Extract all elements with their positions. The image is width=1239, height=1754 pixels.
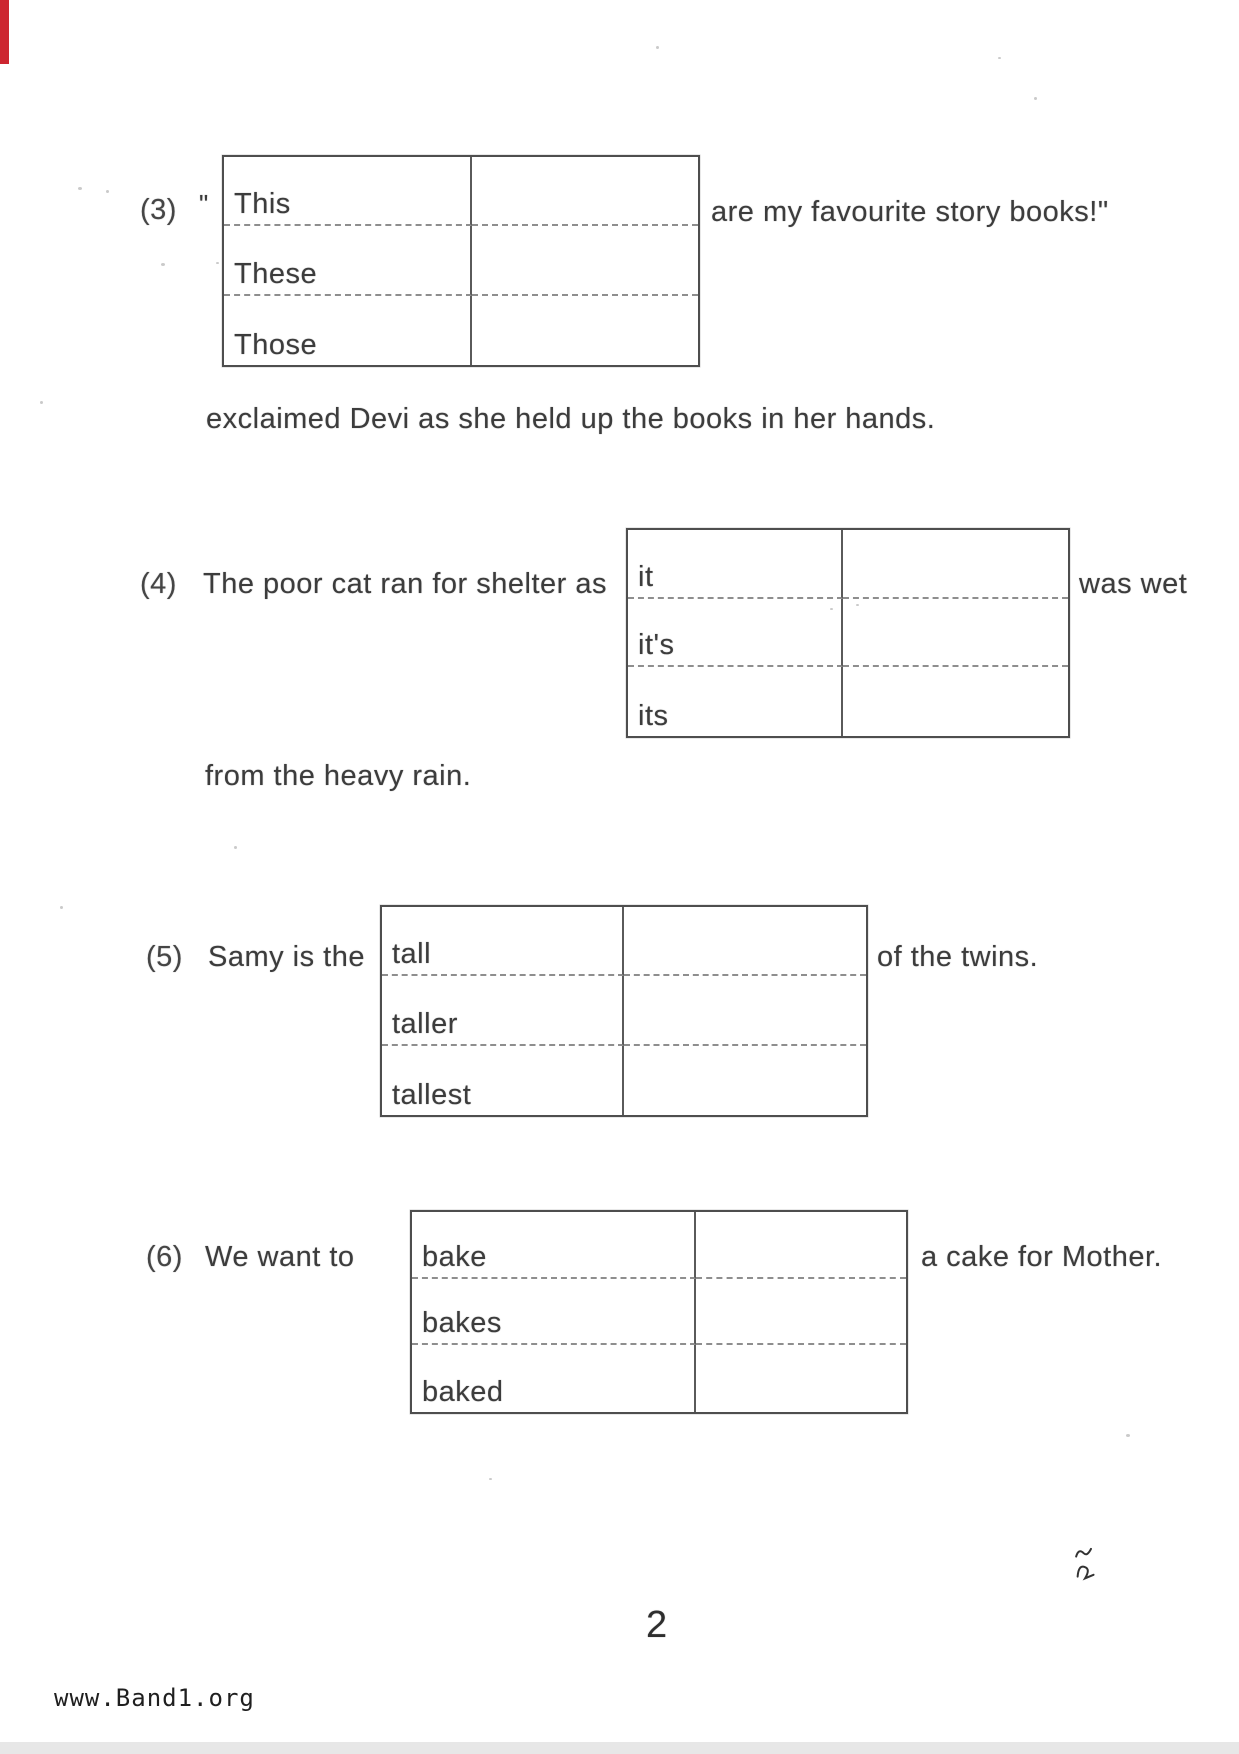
question-6-options-table <box>410 1210 908 1414</box>
red-scan-mark <box>0 0 9 64</box>
scan-speck <box>656 46 659 49</box>
scan-speck <box>1126 1434 1130 1437</box>
option-cell: This <box>224 157 472 226</box>
answer-cell <box>624 907 866 976</box>
scan-speck <box>234 846 237 849</box>
answer-cell <box>696 1345 906 1412</box>
question-4-options-table <box>626 528 1070 738</box>
option-cell: baked <box>412 1345 696 1412</box>
question-6-label: (6) <box>146 1241 183 1273</box>
option-cell: it <box>628 530 843 599</box>
option-cell: tallest <box>382 1046 624 1115</box>
scan-speck <box>216 262 219 264</box>
scan-speck <box>830 608 833 610</box>
question-6-pre-text: We want to <box>205 1241 355 1273</box>
scan-speck <box>489 1478 492 1480</box>
scan-speck <box>60 906 63 909</box>
answer-cell <box>843 667 1068 736</box>
option-cell: Those <box>224 296 472 365</box>
answer-cell <box>843 530 1068 599</box>
scan-speck <box>998 57 1001 59</box>
answer-cell <box>696 1212 906 1279</box>
question-5-label: (5) <box>146 941 183 973</box>
answer-cell <box>843 599 1068 668</box>
scan-speck <box>1034 97 1037 100</box>
question-5-options-table <box>380 905 868 1117</box>
option-cell: bakes <box>412 1279 696 1346</box>
scan-speck <box>856 604 859 606</box>
scan-bottom-edge <box>0 1742 1239 1754</box>
scan-speck <box>161 263 165 266</box>
answer-cell <box>472 226 698 295</box>
question-3-post-text: are my favourite story books!" <box>711 196 1109 228</box>
option-cell: These <box>224 226 472 295</box>
question-4-pre-text: The poor cat ran for shelter as <box>203 568 607 600</box>
question-3-label: (3) <box>140 194 177 226</box>
answer-cell <box>472 296 698 365</box>
question-3-options-table <box>222 155 700 367</box>
answer-cell <box>472 157 698 226</box>
option-cell: tall <box>382 907 624 976</box>
question-6-post-text: a cake for Mother. <box>921 1241 1163 1273</box>
question-3-continuation: exclaimed Devi as she held up the books in her hands. <box>206 403 936 435</box>
scan-speck <box>40 401 43 404</box>
question-4-label: (4) <box>140 568 177 600</box>
option-cell: bake <box>412 1212 696 1279</box>
question-5-post-text: of the twins. <box>877 941 1039 973</box>
answer-cell <box>696 1279 906 1346</box>
answer-cell <box>624 1046 866 1115</box>
question-4-continuation: from the heavy rain. <box>205 760 472 792</box>
scan-speck <box>78 187 82 190</box>
option-cell: taller <box>382 976 624 1045</box>
page-number: 2 <box>646 1604 668 1646</box>
question-4-post-text: was wet <box>1079 568 1188 600</box>
option-cell: its <box>628 667 843 736</box>
answer-cell <box>624 976 866 1045</box>
question-5-pre-text: Samy is the <box>208 941 365 973</box>
handwritten-scribble-icon <box>1068 1543 1103 1590</box>
question-3-pre-text: " <box>199 189 209 219</box>
footer-watermark: www.Band1.org <box>54 1684 255 1712</box>
option-cell: it's <box>628 599 843 668</box>
scan-speck <box>106 190 109 193</box>
